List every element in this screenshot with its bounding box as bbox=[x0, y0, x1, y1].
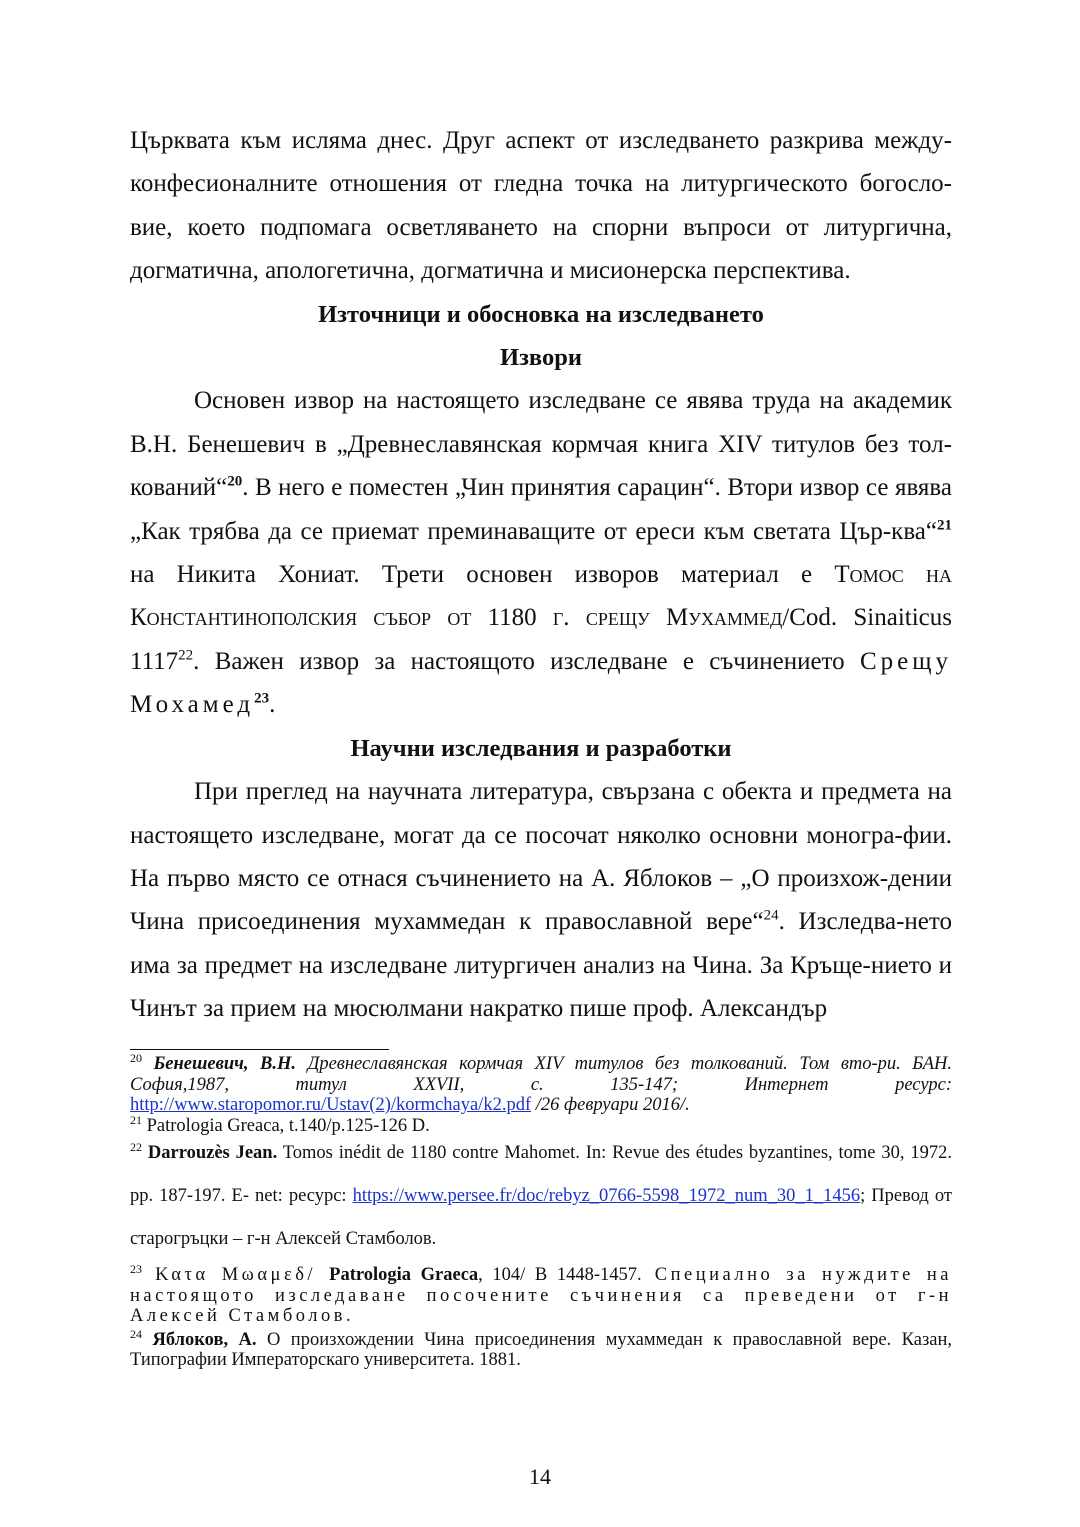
footnote-text: Tomos inédit de 1180 contre Mahomet. In: Revue des études byzantines, tome 30, 1972. pp. 187-197. E- net: ресурс: bbox=[130, 1143, 953, 1206]
footnote-number: 24 bbox=[130, 1326, 142, 1341]
footnote-number: 22 bbox=[130, 1139, 142, 1154]
footnote-24 bbox=[130, 1326, 952, 1371]
paragraph-2-text: . bbox=[269, 691, 276, 719]
footnote-author: Яблоков, А. bbox=[152, 1329, 257, 1350]
heading-sources: Източници и обосновка на изследването bbox=[318, 300, 764, 328]
footnote-text: Древнеславянская кормчая XIV титулов без толкований. Том вто-ри. БАН. София,1987, титул XXVII, с. 135-147; Интернет ресурс: bbox=[130, 1054, 953, 1095]
footnote-number: 20 bbox=[130, 1050, 142, 1065]
paragraph-1: Църквата към исляма днес. Друг аспект от изследването разкрива между-конфесионалните отношения от гледна точка на литургическото богосло-вие, което подпомага осветляването на спорни въпроси от литургична, догматична, апологетична, догматична и мисионерска перспектива. bbox=[130, 127, 952, 285]
footnote-20 bbox=[130, 1050, 953, 1116]
footnote-text: Patrologia Greaca, t.140/p.125-126 D. bbox=[142, 1115, 430, 1136]
footnote-ref-24[interactable]: 24 bbox=[763, 907, 779, 924]
tomos-title: Томос на Константинополския събор от 1180 г. срещу Мухаммед bbox=[130, 561, 953, 632]
paragraph-2-text: . Важен извор за настоящото изследване е съчинението bbox=[193, 647, 860, 675]
footnote-source: Patrologia Graeca bbox=[329, 1265, 479, 1285]
page-number: 14 bbox=[529, 1464, 551, 1489]
footnote-link[interactable]: http://www.staropomor.ru/Ustav(2)/kormchaya/k2.pdf bbox=[130, 1095, 532, 1115]
footnote-ref: , 104/ B 1448-1457. bbox=[478, 1265, 642, 1285]
paragraph-2-text: . В него е поместен „Чин принятия сарацин“. Втори извор се явява „Как трябва да се приемат преминаващите от ереси към светата Цър-ква“ bbox=[130, 474, 952, 545]
footnote-author: Бенешевич, В.Н. bbox=[153, 1054, 297, 1074]
work-title: Срещу Мохамед bbox=[130, 647, 952, 719]
main-text bbox=[130, 119, 952, 1031]
paragraph-2-text: на Никита Хониат. Трети основен изворов материал е bbox=[130, 561, 835, 589]
paragraph-3-text: . Изследва-нето има за предмет на изследване литургичен анализ на Чина. За Кръще-нието и Чинът за прием на мюсюлмани накратко пише проф. Александър bbox=[130, 908, 952, 1023]
footnote-text: О произхождении Чина присоединения мухаммедан к православной вере. Казан, Типографии Императорскаго университета. 1881. bbox=[130, 1329, 952, 1370]
paragraph-2-text: /Cod. Sinaiticus 1117 bbox=[130, 604, 953, 675]
footnote-link[interactable]: https://www.persee.fr/doc/rebyz_0766-5598_1972_num_30_1_1456 bbox=[352, 1186, 861, 1206]
footnote-greek: Κατα Μωαμεδ/ bbox=[142, 1265, 330, 1285]
footnote-text: /26 февруари 2016/. bbox=[531, 1095, 690, 1115]
footnote-22 bbox=[130, 1132, 952, 1261]
footnote-ref-21[interactable]: 21 bbox=[937, 517, 952, 534]
footnote-ref-20[interactable]: 20 bbox=[227, 473, 243, 490]
paragraph-3 bbox=[130, 770, 952, 1030]
footnote-ref-23[interactable]: 23 bbox=[254, 690, 270, 707]
heading-research: Научни изследвания и разработки bbox=[350, 734, 732, 762]
footnotes bbox=[130, 1050, 953, 1371]
footnote-ref-22[interactable]: 22 bbox=[178, 647, 194, 664]
footnote-number: 23 bbox=[130, 1261, 142, 1276]
heading-izvori: Извори bbox=[500, 344, 582, 372]
paragraph-2 bbox=[130, 379, 952, 726]
paragraph-3-text: При преглед на научната литература, свързана с обекта и предмета на настоящето изследване, могат да се посочат няколко основни моногра-фии. На първо място се отнася съчинението на А. Яблоков – „О произхож-дении Чина присоединения мухаммедан к православной вере“ bbox=[130, 778, 952, 936]
footnote-23 bbox=[130, 1261, 952, 1327]
footnote-separator bbox=[130, 1049, 389, 1050]
footnote-author: Darrouzès Jean. bbox=[147, 1143, 278, 1163]
footnote-number: 21 bbox=[130, 1112, 142, 1127]
footnote-text: Специално за нуждите на настоящото изследаване посочените съчинения са преведени от г-н Алексей Стамболов. bbox=[130, 1265, 952, 1326]
paragraph-2-text: Основен извор на настоящето изследване се явява труда на академик В.Н. Бенешевич в „Древнеславянская кормчая книга XIV титулов без тол-кований“ bbox=[130, 387, 952, 502]
footnote-text: ; Превод от старогръцки – г-н Алексей Стамболов. bbox=[130, 1186, 952, 1249]
